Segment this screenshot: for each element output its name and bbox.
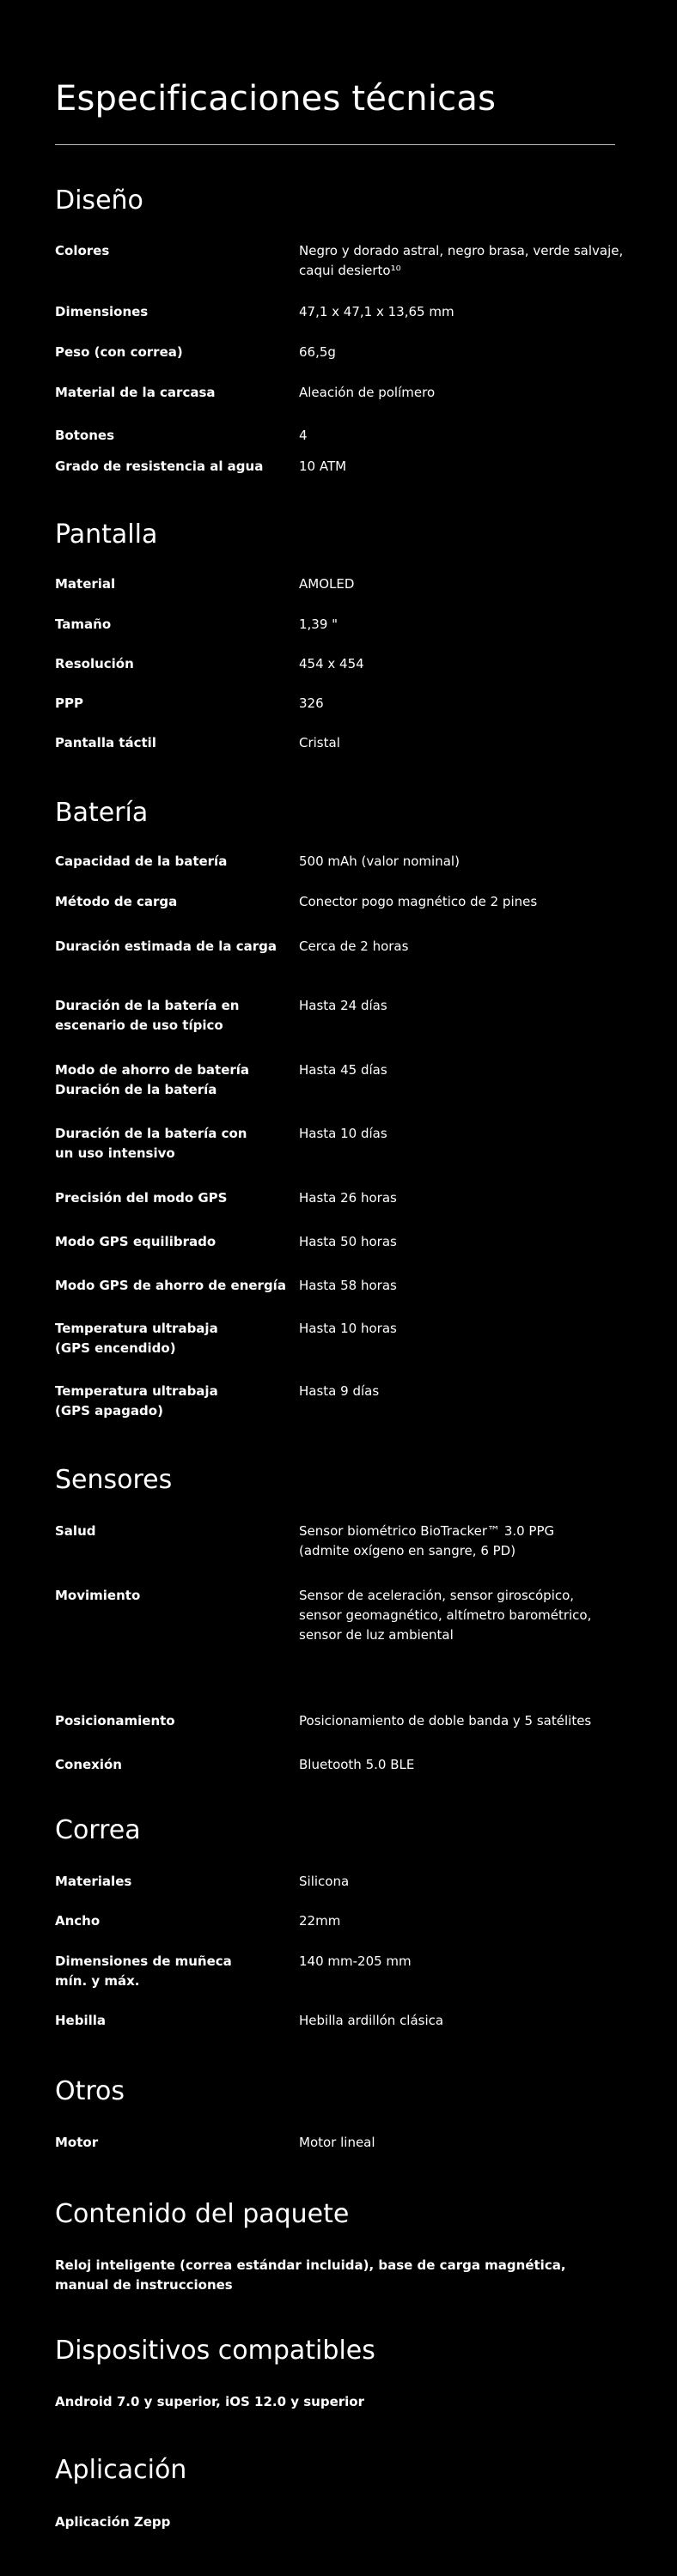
spec-value: Cerca de 2 horas xyxy=(299,939,409,954)
spec-value: 66,5g xyxy=(299,344,336,360)
spec-label: Hebilla xyxy=(55,2013,107,2028)
spec-label xyxy=(55,1060,296,1100)
spec-label xyxy=(55,1382,296,1421)
section-heading-dispositivos: Dispositivos compatibles xyxy=(55,2336,375,2366)
section-heading-correa: Correa xyxy=(55,1815,141,1845)
spec-value xyxy=(299,1522,677,1561)
spec-value: Conector pogo magnético de 2 pines xyxy=(299,894,538,909)
spec-value-line: sensor de luz ambiental xyxy=(299,1627,454,1643)
spec-label: Materiales xyxy=(55,1874,132,1889)
spec-value: Aleación de polímero xyxy=(299,385,436,400)
spec-value-line: caqui desierto¹⁰ xyxy=(299,263,401,278)
spec-label-line: Temperatura ultrabaja xyxy=(55,1383,218,1399)
spec-label: Tamaño xyxy=(55,617,112,632)
spec-label-line: (GPS apagado) xyxy=(55,1403,163,1419)
spec-value: AMOLED xyxy=(299,576,355,592)
spec-value: 22mm xyxy=(299,1913,341,1929)
page-title: Especificaciones técnicas xyxy=(55,79,497,118)
spec-label: Material xyxy=(55,576,116,592)
spec-label-line: un uso intensivo xyxy=(55,1145,175,1161)
spec-label-line: escenario de uso típico xyxy=(55,1018,223,1033)
spec-label-line: Dimensiones de muñeca xyxy=(55,1953,232,1969)
title-divider xyxy=(55,144,615,145)
spec-label: Peso (con correa) xyxy=(55,344,183,360)
spec-value: 500 mAh (valor nominal) xyxy=(299,854,460,869)
spec-label: Conexión xyxy=(55,1757,122,1772)
spec-value: Hasta 45 días xyxy=(299,1062,387,1078)
spec-label xyxy=(55,1952,296,1991)
package-contents-line: Reloj inteligente (correa estándar incluida), base de carga magnética, xyxy=(55,2257,566,2273)
spec-label: Capacidad de la batería xyxy=(55,854,228,869)
spec-value-line: Sensor biométrico BioTracker™ 3.0 PPG xyxy=(299,1523,555,1539)
spec-value: Hasta 9 días xyxy=(299,1383,380,1399)
section-heading-bateria: Batería xyxy=(55,798,149,828)
spec-label: Método de carga xyxy=(55,894,178,909)
compatible-devices: Android 7.0 y superior, iOS 12.0 y superior xyxy=(55,2394,365,2409)
spec-value: Hasta 24 días xyxy=(299,998,387,1013)
section-heading-aplicacion: Aplicación xyxy=(55,2455,187,2485)
section-heading-otros: Otros xyxy=(55,2076,125,2106)
spec-value: Motor lineal xyxy=(299,2135,375,2150)
spec-value: Hasta 10 días xyxy=(299,1126,387,1141)
package-contents xyxy=(55,2256,605,2295)
spec-label: Posicionamiento xyxy=(55,1713,175,1728)
package-contents-line: manual de instrucciones xyxy=(55,2277,233,2293)
spec-label: Motor xyxy=(55,2135,99,2150)
spec-label-line: Duración de la batería con xyxy=(55,1126,247,1141)
spec-value: Cristal xyxy=(299,735,340,750)
spec-label: Precisión del modo GPS xyxy=(55,1190,228,1206)
spec-value xyxy=(299,241,677,281)
spec-label: Movimiento xyxy=(55,1588,141,1603)
section-heading-sensores: Sensores xyxy=(55,1465,173,1495)
spec-label xyxy=(55,996,296,1036)
spec-value-line: sensor geomagnético, altímetro barométrico, xyxy=(299,1607,592,1623)
spec-value-line: (admite oxígeno en sangre, 6 PD) xyxy=(299,1543,516,1558)
spec-value: Posicionamiento de doble banda y 5 satélites xyxy=(299,1713,592,1728)
spec-label: Colores xyxy=(55,243,110,258)
spec-value: 454 x 454 xyxy=(299,656,364,671)
spec-label: Salud xyxy=(55,1523,96,1539)
spec-label-line: Temperatura ultrabaja xyxy=(55,1321,218,1336)
spec-value: Hasta 26 horas xyxy=(299,1190,397,1206)
spec-label: Modo GPS de ahorro de energía xyxy=(55,1278,286,1293)
spec-label: Duración estimada de la carga xyxy=(55,939,278,954)
spec-value: 10 ATM xyxy=(299,459,347,474)
spec-label: Resolución xyxy=(55,656,134,671)
spec-value-line: Sensor de aceleración, sensor giroscópico, xyxy=(299,1588,575,1603)
spec-label: Material de la carcasa xyxy=(55,385,216,400)
spec-label-line: Modo de ahorro de batería xyxy=(55,1062,250,1078)
spec-label xyxy=(55,1124,296,1163)
spec-value: 326 xyxy=(299,696,324,711)
spec-label-line: Duración de la batería en xyxy=(55,998,240,1013)
spec-value: 1,39 " xyxy=(299,617,338,632)
spec-label: PPP xyxy=(55,696,83,711)
spec-label: Botones xyxy=(55,428,114,443)
section-heading-contenido: Contenido del paquete xyxy=(55,2199,350,2229)
spec-value-line: Negro y dorado astral, negro brasa, verde salvaje, xyxy=(299,243,624,258)
spec-label: Modo GPS equilibrado xyxy=(55,1234,217,1249)
spec-value: Hebilla ardillón clásica xyxy=(299,2013,444,2028)
spec-value: Bluetooth 5.0 BLE xyxy=(299,1757,415,1772)
spec-value: 4 xyxy=(299,428,308,443)
spec-label-line: mín. y máx. xyxy=(55,1973,140,1989)
spec-value xyxy=(299,1586,677,1645)
spec-value: Hasta 58 horas xyxy=(299,1278,397,1293)
spec-value: 47,1 x 47,1 x 13,65 mm xyxy=(299,304,454,319)
spec-label: Dimensiones xyxy=(55,304,149,319)
spec-label: Pantalla táctil xyxy=(55,735,156,750)
app-name: Aplicación Zepp xyxy=(55,2514,171,2530)
spec-label-line: (GPS encendido) xyxy=(55,1340,176,1356)
spec-label: Grado de resistencia al agua xyxy=(55,459,264,474)
section-heading-diseno: Diseño xyxy=(55,185,143,216)
section-heading-pantalla: Pantalla xyxy=(55,519,158,550)
spec-value: Hasta 10 horas xyxy=(299,1321,397,1336)
spec-value: Hasta 50 horas xyxy=(299,1234,397,1249)
spec-label-line: Duración de la batería xyxy=(55,1082,217,1097)
spec-value: 140 mm-205 mm xyxy=(299,1953,412,1969)
spec-label: Ancho xyxy=(55,1913,101,1929)
spec-label xyxy=(55,1319,296,1358)
spec-value: Silicona xyxy=(299,1874,350,1889)
